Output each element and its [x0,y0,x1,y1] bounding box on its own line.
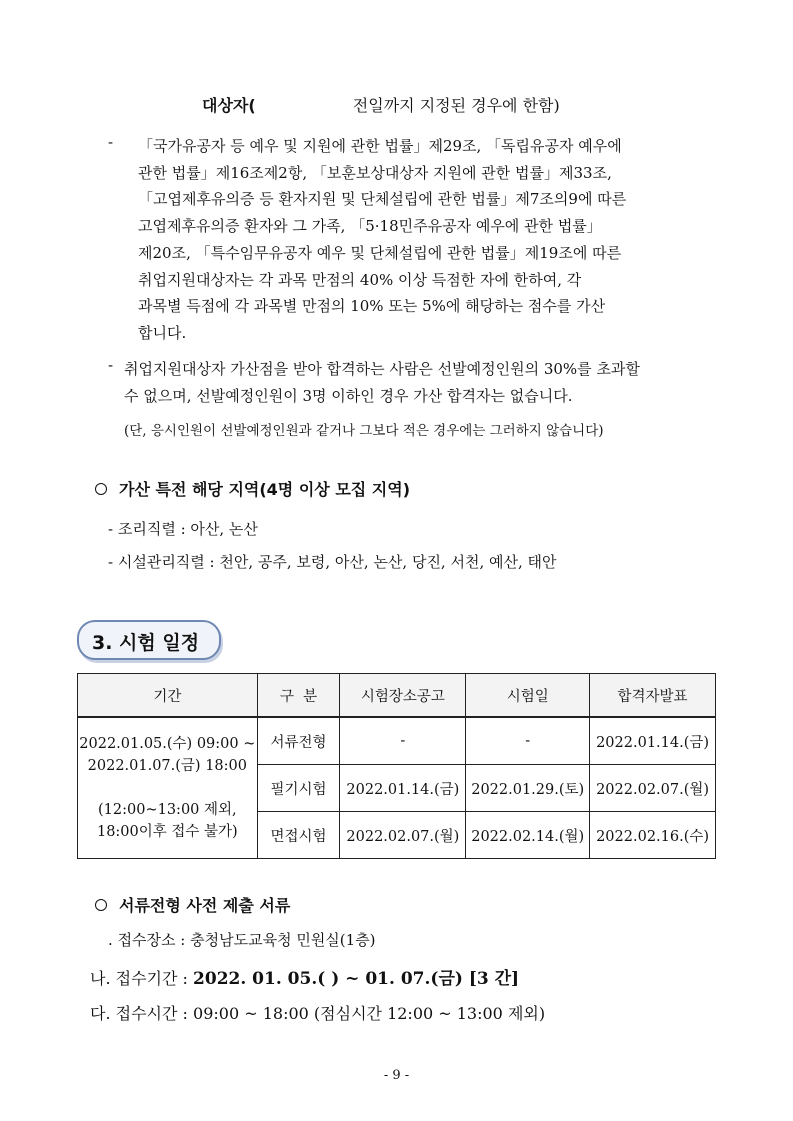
cell-type: 필기시험 [257,765,340,812]
cell-type: 면접시험 [257,812,340,859]
docs-label: 접수시간 : [115,1004,194,1023]
section-title: 3. 시험 일정 [92,632,200,654]
text-line: 「국가유공자 등 예우 및 지원에 관한 법률」제29조, 「독립유공자 예우에 [138,137,622,155]
docs-heading-text: 서류전형 사전 제출 서류 [119,896,291,915]
table-header-row [78,674,716,718]
docs-label: 접수장소 : [117,931,191,949]
cell-date: - [466,717,590,765]
docs-heading [95,893,290,916]
text-line: 과목별 득점에 각 과목별 만점의 10% 또는 5%에 해당하는 점수를 가산 [138,297,606,316]
region-heading [95,477,410,500]
cell-notice: - [340,717,466,765]
text-line: 취업지원대상자 가산점을 받아 합격하는 사람은 선발예정인원의 30%를 초과할 [124,360,640,378]
period-cell [78,717,258,859]
header-venue-notice: 시험장소공고 [340,674,466,718]
cell-date: 2022.01.29.(토) [466,765,590,812]
cell-result: 2022.01.14.(금) [590,717,716,765]
region-heading-text: 가산 특전 해당 지역(4명 이상 모집 지역) [119,480,411,499]
header-period: 기간 [78,674,258,718]
text-line: 합니다. [138,323,187,342]
period-line: 2022.01.07.(금) 18:00 [87,758,247,774]
region-item: - 시설관리직렬 : 천안, 공주, 보령, 아산, 논산, 당진, 서천, 예산, 태안 [108,553,557,571]
cell-notice: 2022.01.14.(금) [340,765,466,812]
region-item-text: 조리직렬 : 아산, 논산 [117,520,258,538]
header-exam-date: 시험일 [466,674,590,718]
docs-value: 09:00 ~ 18:00 (점심시간 12:00 ~ 13:00 제외) [193,1004,546,1023]
text-line: 고엽제후유의증 환자와 그 가족, 「5·18민주유공자 예우에 관한 법률」 [138,217,602,236]
cell-result: 2022.02.07.(월) [590,765,716,812]
section-title-badge [77,620,221,660]
docs-prefix: 나. [90,969,111,988]
region-item-text: 시설관리직렬 : 천안, 공주, 보령, 아산, 논산, 당진, 서천, 예산, 태안 [117,553,557,571]
bullet2-paragraph [124,356,720,409]
target-label: 대상자( [202,96,256,115]
exception-note: (단, 응시인원이 선발예정인원과 같거나 그보다 적은 경우에는 그러하지 않습니다) [124,423,604,439]
docs-value: 충청남도교육청 민원실(1층) [190,931,376,949]
docs-label: 접수기간 : [115,969,194,988]
circle-bullet-icon [95,899,107,911]
docs-value: 2022. 01. 05.( ) ~ 01. 07.(금) [3 간] [193,969,520,989]
text-line: 수 없으며, 선발예정인원이 3명 이하인 경우 가산 합격자는 없습니다. [124,386,573,405]
cell-type: 서류전형 [257,717,340,765]
bullet-dash: - [108,133,114,151]
period-line: 2022.01.05.(수) 09:00 ~ [79,736,256,752]
period-line: (12:00~13:00 제외, [98,802,237,818]
period-spacer [78,777,257,799]
text-line: 「고엽제후유의증 등 환자지원 및 단체설립에 관한 법률」제7조의9에 따른 [138,190,627,209]
bullet1-paragraph [138,133,720,347]
header-result: 합격자발표 [590,674,716,718]
page-number: - 9 - [383,1068,410,1083]
text-line: 제20조, 「특수임무유공자 예우 및 단체설립에 관한 법률」제19조에 따른 [138,243,622,262]
target-line [202,93,560,116]
docs-line-period [90,964,519,989]
text-line: 취업지원대상자는 각 과목 만점의 40% 이상 득점한 자에 한하여, 각 [138,270,582,289]
table-row [78,717,716,765]
docs-line-place [108,929,376,950]
cell-result: 2022.02.16.(수) [590,812,716,859]
cell-date: 2022.02.14.(월) [466,812,590,859]
circle-bullet-icon [95,483,107,495]
target-condition: 전일까지 지정된 경우에 한함) [352,96,560,115]
region-item: - 조리직렬 : 아산, 논산 [108,520,258,538]
docs-prefix: 다. [90,1004,111,1023]
docs-line-time [90,1001,545,1024]
period-line: 18:00이후 접수 불가) [96,824,238,840]
docs-prefix: . [108,931,113,949]
schedule-table [77,673,716,859]
header-category: 구 분 [257,674,340,718]
cell-notice: 2022.02.07.(월) [340,812,466,859]
bullet-dash: - [108,356,114,374]
text-line: 관한 법률」제16조제2항, 「보훈보상대상자 지원에 관한 법률」제33조, [138,163,612,182]
